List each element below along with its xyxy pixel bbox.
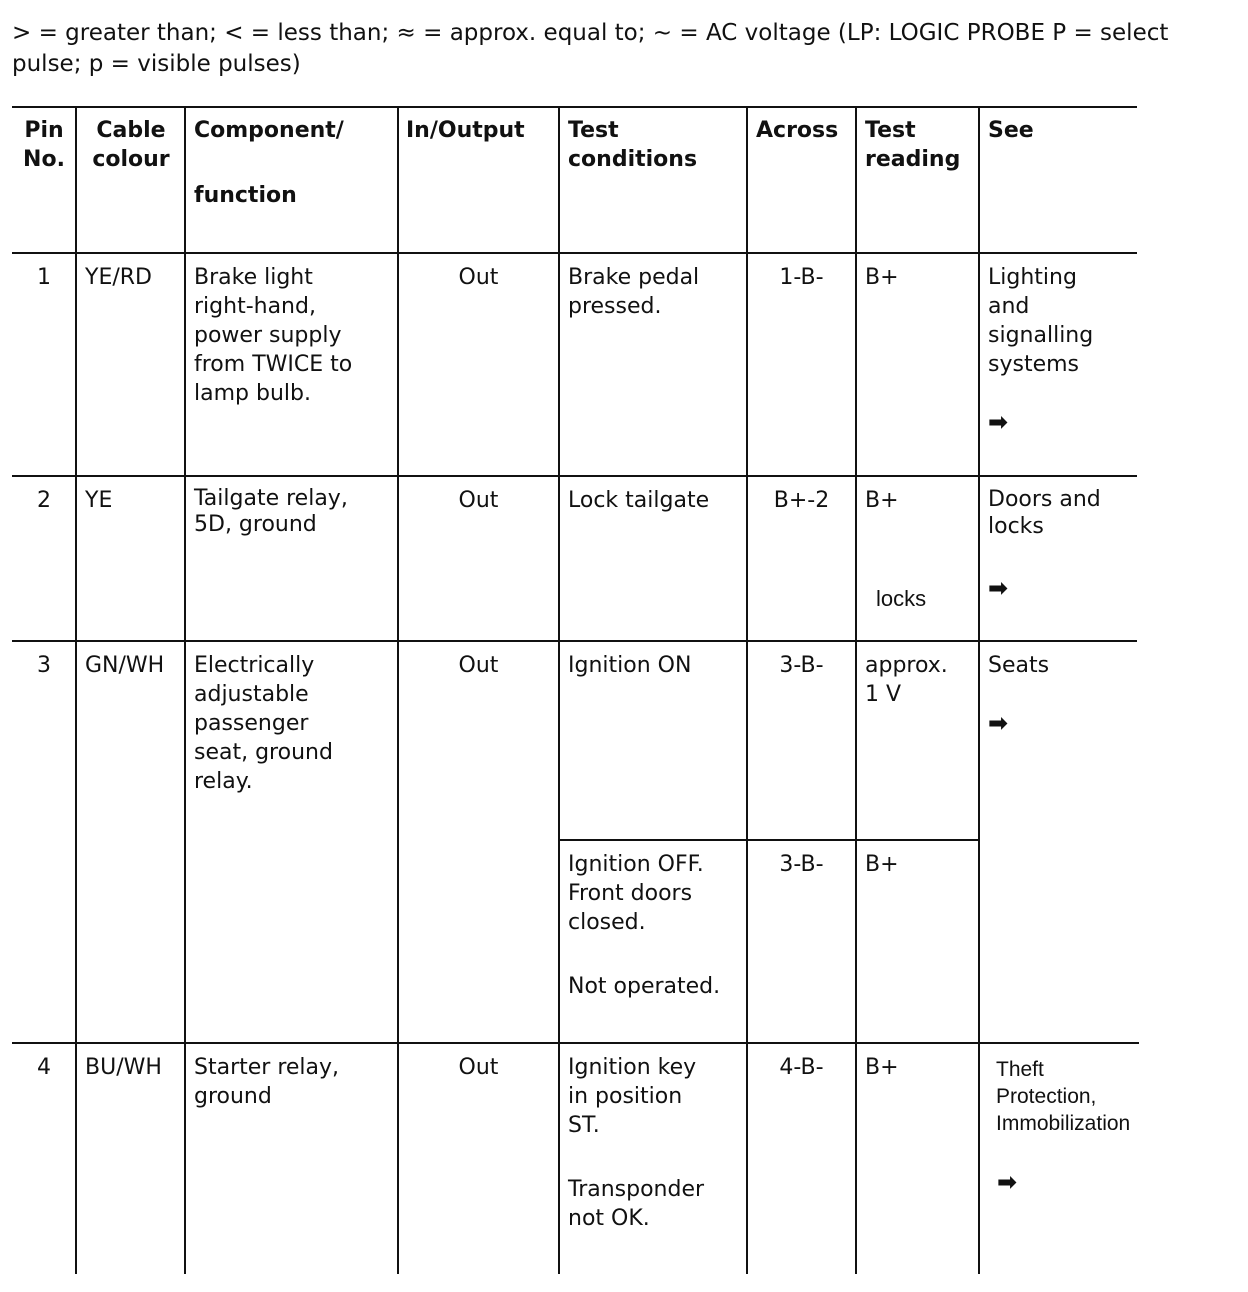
pin-number: 2 (37, 488, 51, 513)
cable-colour: YE (85, 488, 113, 513)
right-arrow-icon[interactable]: ➡ (988, 709, 1009, 737)
test-conditions-note: Not operated. (568, 974, 721, 999)
across: 1-B- (779, 265, 824, 290)
test-conditions: Brake pedal pressed. (568, 265, 700, 319)
see-reference: Lighting and signalling systems (988, 265, 1094, 377)
test-reading-note: locks (876, 586, 927, 611)
in-output: Out (458, 265, 499, 290)
column-divider (184, 106, 186, 1274)
right-arrow-icon[interactable]: ➡ (988, 574, 1009, 602)
column-divider (397, 106, 399, 1274)
test-conditions: Ignition ON (568, 653, 692, 678)
in-output: Out (458, 653, 499, 678)
sub-row-divider (559, 839, 979, 841)
test-reading: approx. 1 V (865, 653, 948, 707)
across: 3-B- (779, 852, 824, 877)
legend-text: > = greater than; < = less than; ≈ = approx. equal to; ~ = AC voltage (LP: LOGIC PROBE P = select pulse; p = visible pulses) (12, 20, 1169, 77)
cable-colour: BU/WH (85, 1055, 162, 1080)
test-conditions: Lock tailgate (568, 488, 710, 513)
header-function: function (194, 183, 297, 208)
column-divider (75, 106, 77, 1274)
pin-number: 1 (37, 265, 51, 290)
test-conditions: Ignition OFF. Front doors closed. (568, 852, 704, 935)
header-across: Across (756, 118, 839, 143)
pin-number: 4 (37, 1055, 51, 1080)
row-divider (12, 475, 1137, 477)
column-divider (558, 106, 560, 1274)
header-see: See (988, 118, 1034, 143)
row-divider (12, 640, 1137, 642)
right-arrow-icon[interactable]: ➡ (988, 408, 1009, 436)
test-conditions: Ignition key in position ST. (568, 1055, 697, 1138)
component-function: Starter relay, ground (194, 1055, 340, 1109)
header-in-output: In/Output (406, 118, 525, 143)
cable-colour: GN/WH (85, 653, 165, 678)
across: 3-B- (779, 653, 824, 678)
right-arrow-icon[interactable]: ➡ (997, 1168, 1018, 1196)
cable-colour: YE/RD (85, 265, 152, 290)
test-reading: B+ (865, 1055, 899, 1080)
across: 4-B- (779, 1055, 824, 1080)
header-component: Component/ (194, 118, 344, 143)
component-function: Electrically adjustable passenger seat, ground relay. (194, 653, 333, 794)
component-function: Brake light right-hand, power supply from TWICE to lamp bulb. (194, 265, 353, 406)
header-cable-colour: Cable colour (92, 118, 170, 172)
pin-number: 3 (37, 653, 51, 678)
in-output: Out (458, 1055, 499, 1080)
header-pin-no: Pin No. (23, 118, 65, 172)
test-conditions-note: Transponder not OK. (568, 1177, 705, 1231)
in-output: Out (458, 488, 499, 513)
header-test-reading: Test reading (865, 118, 961, 172)
column-divider (978, 106, 980, 1274)
test-reading: B+ (865, 852, 899, 877)
header-bottom-rule (12, 252, 1137, 254)
column-divider (855, 106, 857, 1274)
across: B+-2 (773, 488, 830, 513)
test-reading: B+ (865, 488, 899, 513)
column-divider (746, 106, 748, 1274)
header-test-conditions: Test conditions (568, 118, 698, 172)
see-reference: Doors and locks (988, 487, 1101, 539)
see-reference: Seats (988, 653, 1050, 678)
component-function: Tailgate relay, 5D, ground (194, 486, 348, 537)
row-divider (12, 1042, 1139, 1044)
table-top-rule (12, 106, 1137, 108)
see-reference: Theft Protection, Immobilization (996, 1058, 1131, 1135)
test-reading: B+ (865, 265, 899, 290)
